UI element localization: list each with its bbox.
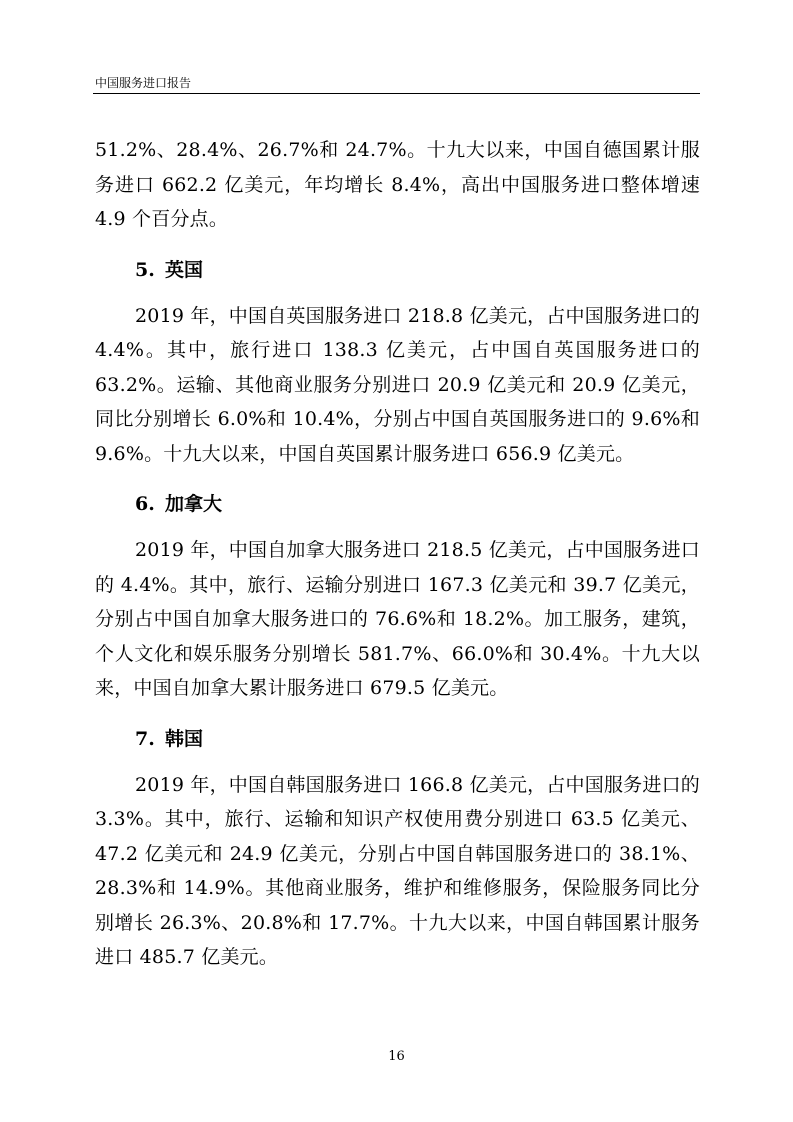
section-paragraph-canada: 2019 年，中国自加拿大服务进口 218.5 亿美元，占中国服务进口的 4.4%。其中，旅行、运输分别进口 167.3 亿美元和 39.7 亿美元，分别占中国自加拿大服务进口的 76.6%和 18.2%。加工服务，建筑，个人文化和娱乐服务分别增长 581.7%、66.0%和 30.4%。十九大以来，中国自加拿大累计服务进口 679.5 亿美元。	[95, 539, 700, 699]
section-paragraph-uk: 2019 年，中国自英国服务进口 218.8 亿美元，占中国服务进口的 4.4%。其中，旅行进口 138.3 亿美元，占中国自英国服务进口的 63.2%。运输、其他商业服务分别进口 20.9 亿美元和 20.9 亿美元，同比分别增长 6.0%和 10.4%，分别占中国自英国服务进口的 9.6%和 9.6%。十九大以来，中国自英国累计服务进口 656.9 亿美元。	[95, 304, 700, 465]
intro-paragraph: 51.2%、28.4%、26.7%和 24.7%。十九大以来，中国自德国累计服务进口 662.2 亿美元，年均增长 8.4%，高出中国服务进口整体增速 4.9 个百分点。	[95, 139, 700, 230]
section-heading-korea	[95, 722, 700, 756]
page-number: 16	[388, 1049, 405, 1064]
section-number: 7.	[135, 727, 155, 750]
section-title: 英国	[165, 258, 204, 281]
section-heading-canada	[95, 487, 700, 521]
section-number: 6.	[135, 493, 155, 515]
section-paragraph-korea: 2019 年，中国自韩国服务进口 166.8 亿美元，占中国服务进口的 3.3%。其中，旅行、运输和知识产权使用费分别进口 63.5 亿美元、47.2 亿美元和 24.9 亿美元，分别占中国自韩国服务进口的 38.1%、28.3%和 14.9%。其他商业服务，维护和维修服务，保险服务同比分别增长 26.3%、20.8%和 17.7%。十九大以来，中国自韩国累计服务进口 485.7 亿美元。	[95, 773, 700, 968]
header-rule	[93, 93, 700, 94]
section-title: 加拿大	[165, 493, 223, 515]
running-header: 中国服务进口报告	[95, 76, 192, 90]
body-text	[95, 133, 700, 975]
section-title: 韩国	[165, 727, 204, 750]
section-number: 5.	[135, 258, 155, 281]
section-heading-uk	[95, 253, 700, 287]
